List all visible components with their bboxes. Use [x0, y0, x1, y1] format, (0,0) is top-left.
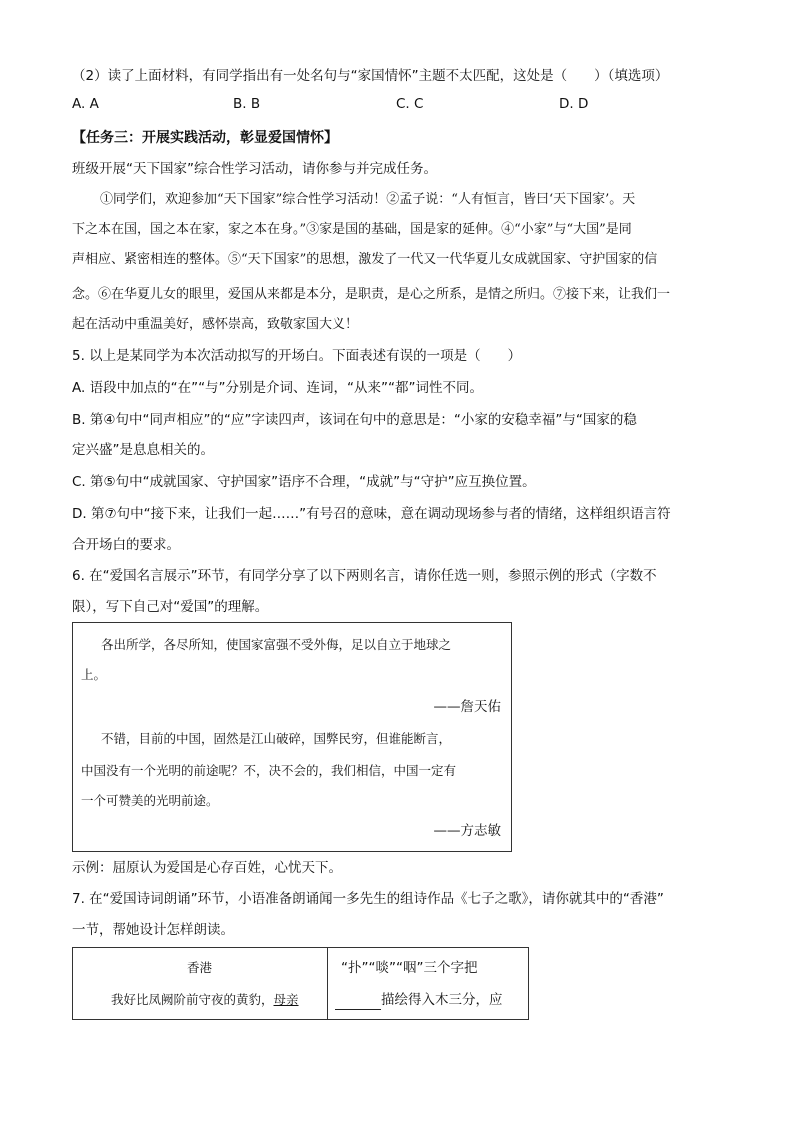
design-line: “扑”“啖”“咽”三个字把: [341, 960, 478, 976]
q6-stem: 6. 在“爱国名言展示”环节，有同学分享了以下两则名言，请你任选一则，参照示例的形式（字数不: [72, 568, 657, 584]
poem-line: [111, 990, 299, 1010]
design-line-2: [335, 990, 503, 1010]
q2-options: [72, 96, 632, 116]
q2-option-b: B. B: [233, 96, 261, 112]
table-divider: [327, 948, 328, 1019]
passage-line: 起在活动中重温美好，感怀崇高，致敬家国大义！: [72, 317, 359, 332]
passage-line: ①同学们，欢迎参加“天下国家”综合性学习活动！②孟子说：“人有恒言，皆曰‘天下国家’。天: [100, 192, 636, 207]
answer-blank[interactable]: [335, 995, 381, 1010]
q7-stem: 7. 在“爱国诗词朗诵”环节，小语准备朗诵闻一多先生的组诗作品《七子之歌》，请你就其中的“香港”: [72, 891, 664, 907]
poem-line-underlined: 母亲: [273, 992, 299, 1007]
passage-line: 下之本在国，国之本在家，家之本在身。”③家是国的基础，国是家的延伸。④“小家”与“大国”是同: [72, 222, 632, 237]
quote2-line: 一个可赞美的光明前途。: [81, 793, 219, 808]
q5-option-d-cont: 合开场白的要求。: [72, 537, 180, 553]
task3-heading: 【任务三：开展实践活动，彰显爱国情怀】: [72, 130, 338, 146]
quote2-line: 不错，目前的中国，固然是江山破碎，国弊民穷，但谁能断言，: [101, 731, 452, 746]
q6-example: 示例：屈原认为爱国是心存百姓，心忧天下。: [72, 860, 342, 876]
poem-line-text: 我好比凤阙阶前守夜的黄豹，: [111, 992, 274, 1007]
q2-option-a: A. A: [72, 96, 99, 112]
quote1-line: 各出所学，各尽所知，使国家富强不受外侮，足以自立于地球之: [101, 637, 452, 652]
q2-stem: （2）读了上面材料，有同学指出有一处名句与“家国情怀”主题不太匹配，这处是（ ）（填选项）: [72, 68, 669, 84]
q5-option-b: B. 第④句中“同声相应”的“应”字读四声，该词在句中的意思是：“小家的安稳幸福”与“国家的稳: [72, 412, 637, 428]
q7-stem-cont: 一节，帮她设计怎样朗读。: [72, 922, 234, 938]
q2-option-c: C. C: [396, 96, 424, 112]
q6-stem-cont: 限），写下自己对“爱国”的理解。: [72, 599, 269, 615]
q5-option-c: C. 第⑤句中“成就国家、守护国家”语序不合理，“成就”与“守护”应互换位置。: [72, 474, 536, 490]
q5-option-a: A. 语段中加点的“在”“与”分别是介词、连词，“从来”“都”词性不同。: [72, 380, 484, 396]
poem-title: 香港: [187, 960, 213, 975]
quote1-author: ——詹天佑: [433, 699, 501, 715]
quote2-line: 中国没有一个光明的前途呢？不，决不会的，我们相信，中国一定有: [81, 763, 457, 778]
quote-box: [72, 622, 512, 852]
q5-option-b-cont: 定兴盛”是息息相关的。: [72, 442, 214, 458]
design-line-2-text: 描绘得入木三分，应: [381, 992, 503, 1008]
q5-stem: 5. 以上是某同学为本次活动拟写的开场白。下面表述有误的一项是（ ）: [72, 348, 522, 364]
passage-line: 念。⑥在华夏儿女的眼里，爱国从来都是本分，是职责，是心之所系，是情之所归。⑦接下来，让我们一: [72, 287, 671, 302]
quote1-line: 上。: [81, 667, 107, 682]
q5-option-d: D. 第⑦句中“接下来，让我们一起……”有号召的意味，意在调动现场参与者的情绪，这样组织语言符: [72, 506, 671, 522]
passage-line: 声相应、紧密相连的整体。⑤“天下国家”的思想，激发了一代又一代华夏儿女成就国家、守护国家的信: [72, 252, 658, 267]
poem-table: [72, 947, 529, 1020]
quote2-author: ——方志敏: [433, 823, 501, 839]
q2-option-d: D. D: [559, 96, 589, 112]
task3-intro: 班级开展“天下国家”综合性学习活动，请你参与并完成任务。: [72, 161, 437, 177]
